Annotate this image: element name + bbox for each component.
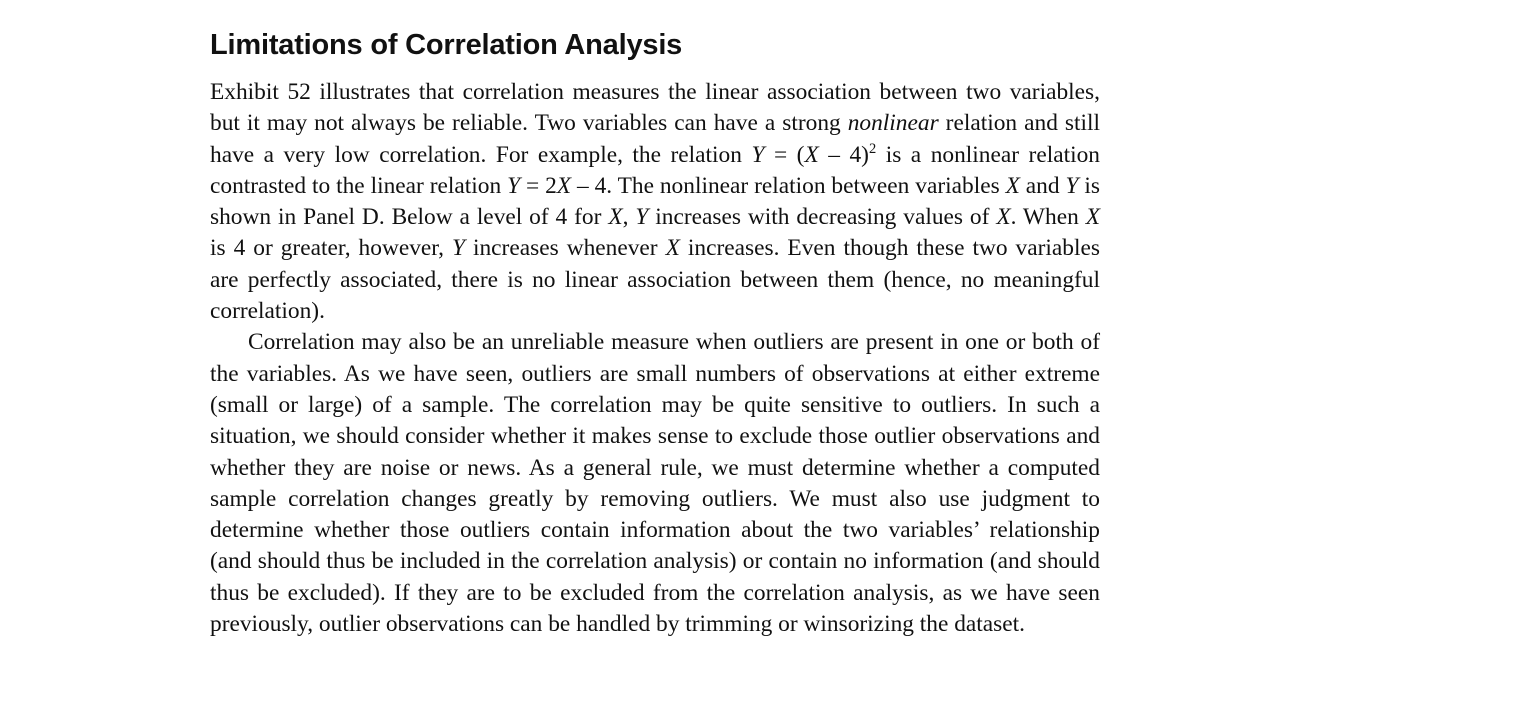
section-heading: Limitations of Correlation Analysis: [210, 29, 683, 61]
text-run: – 4. The nonlinear relation between variables: [571, 172, 1006, 199]
text-run: Exhibit 52 illustrates that correlation measures the linear association between two variables, but it may not always be reliable. Two variables can have a strong: [210, 79, 1100, 137]
italic-term-nonlinear: nonlinear: [847, 110, 939, 137]
math-variable: Y: [751, 141, 765, 168]
paragraph-outliers: Correlation may also be an unreliable measure when outliers are present in one or both of the variables. As we have seen, outliers are small numbers of observations at either extreme (small or large) of a sample. The correlation may be quite sensitive to outliers. In such a situation, we should consider whether it makes sense to exclude those outlier observations and whether they are noise or news. As a general rule, we must determine whether a computed sample correlation changes greatly by removing outliers. We must also use judgment to determine whether those outliers contain information about the two variables’ relationship (and should thus be included in the correlation analysis) or contain no information (and should thus be excluded). If they are to be excluded from the correlation analysis, as we have seen previously, outlier observations can be handled by trimming or winsorizing the dataset.: [210, 329, 1100, 638]
text-run: increases whenever: [465, 235, 666, 262]
text-run: = 2: [520, 172, 557, 199]
math-variable: X: [556, 172, 572, 199]
text-run: increases with decreasing values of: [648, 204, 997, 231]
paragraph-nonlinear-relation: [210, 77, 1100, 327]
text-run: is a nonlinear relation contrasted to the linear relation: [210, 141, 1100, 199]
math-variable: X: [804, 141, 819, 168]
text-run: ,: [622, 204, 636, 231]
text-run: increases. Even though these two variables are perfectly associated, there is no linear association between them (hence, no meaningful correlation).: [210, 235, 1100, 325]
text-run: and: [1019, 172, 1066, 199]
exponent: 2: [868, 140, 877, 157]
text-run: . When: [1010, 204, 1086, 231]
document-page: [210, 26, 1100, 640]
text-run: = (: [764, 141, 805, 168]
text-run: is shown in Panel D. Below a level of 4 for: [210, 172, 1100, 231]
text-run: – 4): [818, 141, 869, 168]
math-variable: Y: [507, 172, 521, 199]
math-variable: X: [1085, 204, 1100, 231]
math-variable: X: [1005, 172, 1020, 199]
math-variable: X: [608, 204, 623, 231]
math-variable: Y: [1065, 172, 1079, 199]
text-run: is 4 or greater, however,: [210, 235, 452, 262]
text-run: relation and still have a very low correlation. For example, the relation: [210, 110, 1100, 168]
math-variable: Y: [451, 235, 465, 262]
math-variable: Y: [635, 204, 649, 231]
math-variable: X: [996, 204, 1011, 231]
math-variable: X: [665, 235, 680, 262]
